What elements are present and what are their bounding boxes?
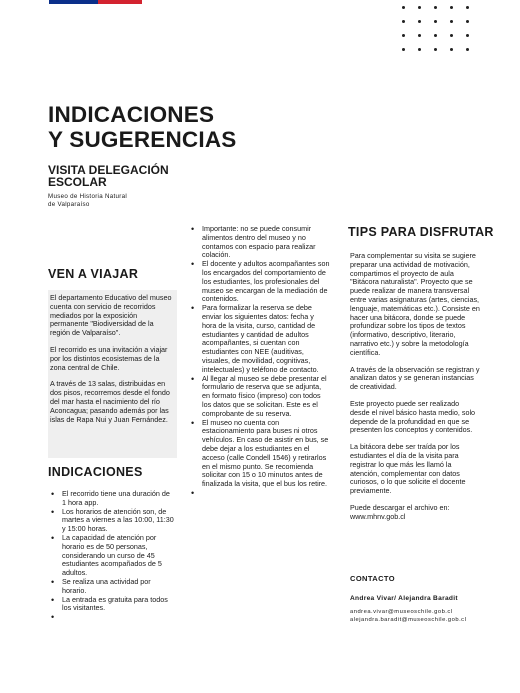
list-item: • El docente y adultos acompañantes son los encargados del comportamiento de los estudiantes, los profesionales del museo se encargan de la mediación de contenidos. (190, 260, 330, 304)
tips-text (350, 252, 480, 522)
flag-blue-segment (49, 0, 98, 4)
intro-paragraph-2: El recorrido es una invitación a viajar por los distintos ecosistemas de la zona central de Chile. (50, 344, 168, 372)
column-2-list (190, 225, 330, 498)
list-item: • La capacidad de atención por horario es de 50 personas, considerando un curso de 45 estudiantes acompañados de 5 adultos. (50, 534, 175, 578)
tips-paragraph-5: Puede descargar el archivo en: www.mhnv.gob.cl (350, 502, 450, 521)
list-item: • Se realiza una actividad por horario. (50, 578, 175, 596)
flag-red-segment (98, 0, 142, 4)
tips-paragraph-3: Este proyecto puede ser realizado desde el nivel básico hasta medio, solo depende de la profundidad en que se presenten los conceptos y contenidos. (350, 398, 476, 435)
intro-paragraph-1: El departamento Educativo del museo cuenta con servicio de recorridos mediados por la exposición permanente "Biodiversidad de la región de Valparaíso". (50, 293, 172, 338)
tips-paragraph-4: La bitácora debe ser traída por los estudiantes el día de la visita para registrar lo que más les llamó la atención, complementar con datos curiosos, o lo que solicite el docente previamente. (350, 442, 466, 496)
intro-paragraph-3: A través de 13 salas, distribuidas en dos pisos, recorremos desde el fondo del mar hasta el nacimiento del río Aconcagua; pasando además por las islas de Rapa Nui y Juan Fernández. (50, 379, 170, 424)
tips-paragraph-1: Para complementar su visita se sugiere preparar una actividad de motivación, compartimos el proyecto de aula "Bitácora naturalista". Proyecto que se puede realizar de manera transversal entre varias asignaturas (artes, ciencias, lenguaje, matemáticas etc.). Consiste en hacer una bitácora, donde se puede profundizar sobre los tipos de textos (informativo, descriptivo, literario, narrativo etc.) y sobre la metodología científica. (350, 251, 480, 357)
section-heading-tips: TIPS PARA DISFRUTAR (348, 225, 494, 239)
intro-text (50, 294, 175, 432)
list-item: • Los horarios de atención son, de martes a viernes a las 10:00, 11:30 y 15:00 horas. (50, 508, 175, 534)
list-item: • El recorrido tiene una duración de 1 hora app. (50, 490, 175, 508)
page-subtitle: VISITA DELEGACIÓN ESCOLAR (48, 163, 169, 189)
contact-heading: CONTACTO (350, 574, 396, 583)
contact-names: Andrea Vivar/ Alejandra Baradit (350, 595, 458, 602)
download-link[interactable]: www.mhnv.gob.cl (350, 511, 406, 521)
contact-emails (350, 608, 490, 624)
tips-paragraph-2: A través de la observación se registran y analizan datos y se generan instancias de creatividad. (350, 364, 480, 392)
flag-color-bar (49, 0, 142, 4)
indicaciones-list (50, 490, 175, 622)
list-item: • La entrada es gratuita para todos los visitantes. (50, 596, 175, 614)
contact-email-link[interactable]: alejandra.baradit@museoschile.gob.cl (350, 617, 467, 623)
decorative-dot-grid (402, 6, 482, 51)
list-item: • Importante: no se puede consumir alimentos dentro del museo y no contamos con espacio para realizar colación. (190, 225, 330, 260)
organization-name: Museo de Historia Natural de Valparaíso (48, 193, 128, 208)
section-heading-ven-a-viajar: VEN A VIAJAR (48, 267, 139, 281)
list-item: • Para formalizar la reserva se debe enviar los siguientes datos: fecha y hora de la visita, curso, cantidad de estudiantes y cantidad de adultos acompañantes, si cuentan con estudiantes con NEE (auditivas, visuales, de movilidad, cognitivas, intelectuales) y teléfono de contacto. (190, 304, 330, 374)
list-item: • El museo no cuenta con estacionamiento para buses ni otros vehículos. En caso de asistir en bus, se debe dejar a los estudiantes en el acceso (calle Condell 1546) y retirarlos en el mismo punto. Se recomienda solicitar con 15 o 10 minutos antes de finalizada la visita, que el bus los retire. (190, 419, 330, 489)
page-title: INDICACIONES Y SUGERENCIAS (48, 102, 237, 152)
list-item (50, 613, 175, 622)
list-item: • Al llegar al museo se debe presentar el formulario de reserva que se adjunta, en formato físico (impreso) con todos los datos que se solicitan. Este es el comprobante de su reserva. (190, 375, 330, 419)
list-item (190, 489, 330, 498)
contact-email-link[interactable]: andrea.vivar@museoschile.gob.cl (350, 609, 453, 615)
section-heading-indicaciones: INDICACIONES (48, 465, 143, 479)
